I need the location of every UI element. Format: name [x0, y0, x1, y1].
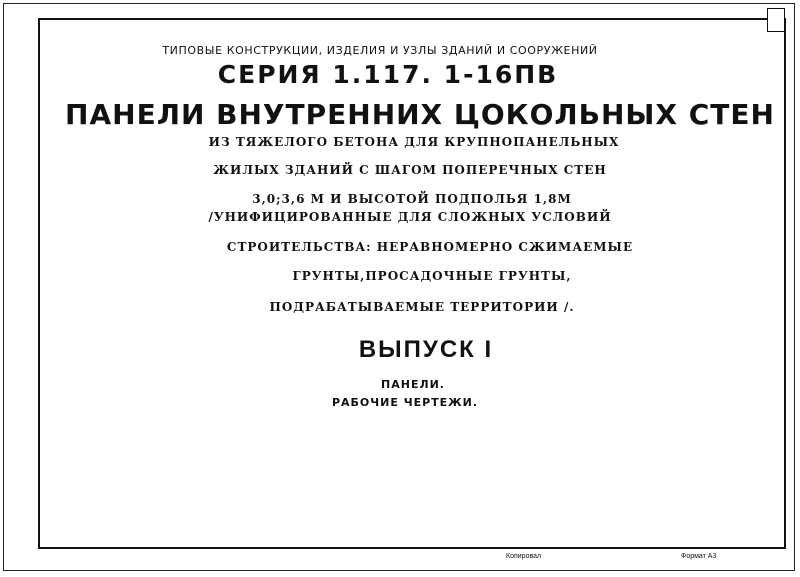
subtitle-line: /УНИФИЦИРОВАННЫЕ ДЛЯ СЛОЖНЫХ УСЛОВИЙ: [208, 210, 612, 224]
part-line: ПАНЕЛИ.: [381, 378, 445, 391]
subtitle-line: ИЗ ТЯЖЕЛОГО БЕТОНА ДЛЯ КРУПНОПАНЕЛЬНЫХ: [208, 135, 620, 149]
subtitle-line: ГРУНТЫ,ПРОСАДОЧНЫЕ ГРУНТЫ,: [292, 269, 572, 283]
series-label: ТИПОВЫЕ КОНСТРУКЦИИ, ИЗДЕЛИЯ И УЗЛЫ ЗДАНИЙ И СООРУЖЕНИЙ: [162, 44, 598, 57]
main-title: ПАНЕЛИ ВНУТРЕННИХ ЦОКОЛЬНЫХ СТЕН: [65, 98, 775, 131]
series-title: СЕРИЯ 1.117. 1-16ПВ: [217, 60, 559, 89]
subtitle-line: СТРОИТЕЛЬСТВА: НЕРАВНОМЕРНО СЖИМАЕМЫЕ: [226, 240, 634, 254]
format-label: Формат А3: [681, 553, 717, 560]
part-line: РАБОЧИЕ ЧЕРТЕЖИ.: [331, 396, 479, 409]
copied-by-label: Копировал: [506, 553, 542, 560]
subtitle-line: ПОДРАБАТЫВАЕМЫЕ ТЕРРИТОРИИ /.: [269, 300, 575, 314]
subtitle-line: 3,0;3,6 М И ВЫСОТОЙ ПОДПОЛЬЯ 1,8М: [252, 192, 572, 206]
issue-title: ВЫПУСК I: [358, 336, 494, 363]
subtitle-line: ЖИЛЫХ ЗДАНИЙ С ШАГОМ ПОПЕРЕЧНЫХ СТЕН: [213, 163, 607, 177]
corner-stamp-box: [767, 8, 785, 32]
